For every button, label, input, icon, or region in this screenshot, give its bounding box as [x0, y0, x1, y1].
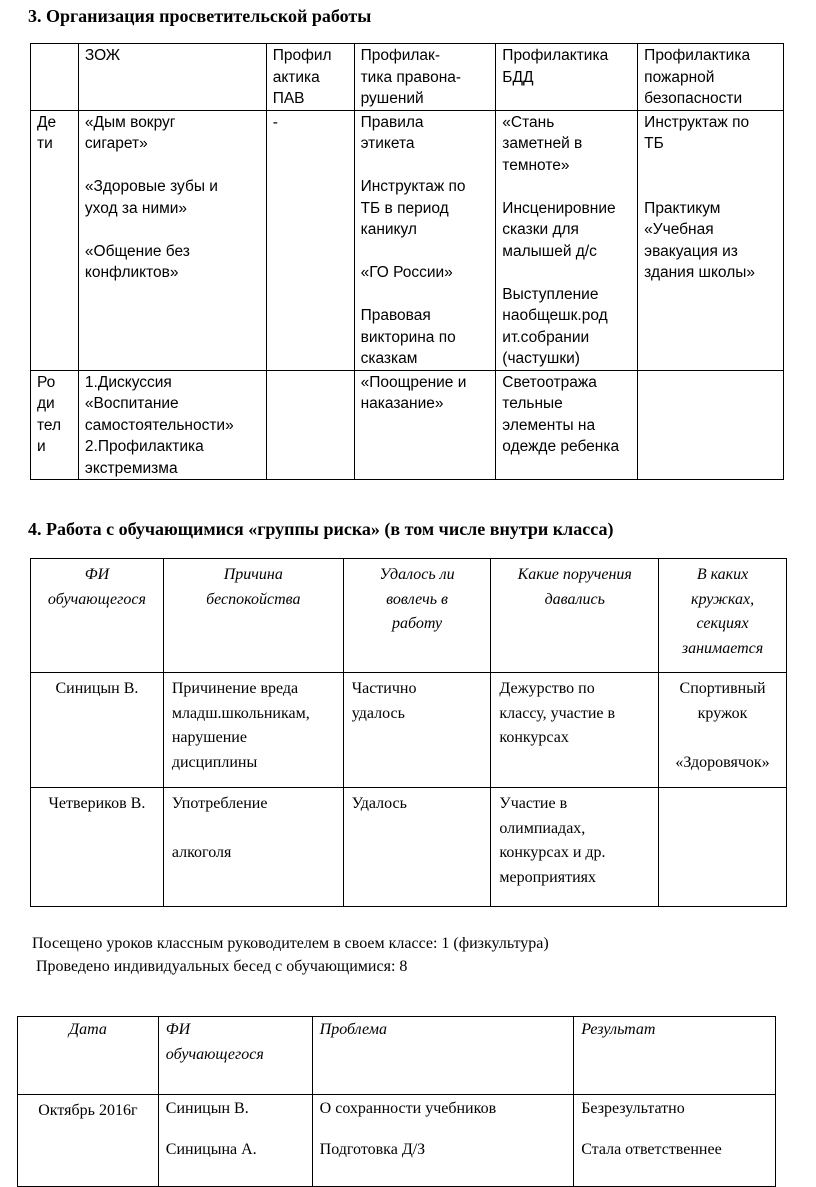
header-problem: Проблема: [312, 1017, 574, 1095]
section4-heading: 4. Работа с обучающимися «группы риска» (в том числе внутри класса): [28, 519, 614, 539]
header-student-name: ФИ обучающегося: [158, 1017, 312, 1095]
cell-pav: [266, 370, 354, 480]
cell-clubs: [659, 788, 787, 907]
header-cell-empty: [31, 44, 79, 111]
header-pav: Профил актика ПАВ: [266, 44, 354, 111]
row-label-parents: Ро ди тел и: [31, 370, 79, 480]
row-label-children: Де ти: [31, 110, 79, 370]
cell-assignments: Участие в олимпиадах, конкурсах и др. мероприятиях: [491, 788, 659, 907]
header-reason: Причина беспокойства: [163, 559, 343, 673]
header-involved: Удалось ли вовлечь в работу: [343, 559, 491, 673]
cell-zozh: «Дым вокруг сигарет» «Здоровые зубы и уход за ними» «Общение без конфликтов»: [78, 110, 266, 370]
cell-pav: -: [266, 110, 354, 370]
cell-student-name: Синицын В. Синицына А.: [158, 1095, 312, 1187]
cell-assignments: Дежурство по классу, участие в конкурсах: [491, 673, 659, 788]
cell-involved: Частично удалось: [343, 673, 491, 788]
cell-problem: О сохранности учебников Подготовка Д/З: [312, 1095, 574, 1187]
cell-reason: Употребление алкоголя: [163, 788, 343, 907]
cell-bdd: «Стань заметней в темноте» Инсценировние сказки для малышей д/с Выступление наобщешк.род ит.собрании (частушки): [496, 110, 638, 370]
cell-zozh: 1.Дискуссия «Воспитание самостоятельности» 2.Профилактика экстремизма: [78, 370, 266, 480]
table-row: [31, 788, 787, 907]
cell-fire: [638, 370, 784, 480]
header-date: Дата: [18, 1017, 159, 1095]
cell-clubs: Спортивный кружок «Здоровячок»: [659, 673, 787, 788]
cell-result: Безрезультатно Стала ответственнее: [574, 1095, 776, 1187]
table-header-row: [31, 44, 784, 111]
header-student-name: ФИ обучающегося: [31, 559, 164, 673]
header-bdd: Профилактика БДД: [496, 44, 638, 111]
lessons-visited-text: Посещено уроков классным руководителем в своем классе: 1 (физкультура): [32, 935, 549, 952]
cell-bdd: Светоотража тельные элементы на одежде ребенка: [496, 370, 638, 480]
table-header-row: [31, 559, 787, 673]
header-fire: Профилактика пожарной безопасности: [638, 44, 784, 111]
cell-date: Октябрь 2016г: [18, 1095, 159, 1187]
table-row: [31, 110, 784, 370]
header-result: Результат: [574, 1017, 776, 1095]
risk-group-table: [30, 558, 787, 907]
cell-fire: Инструктаж по ТБ Практикум «Учебная эвакуация из здания школы»: [638, 110, 784, 370]
cell-student-name: Синицын В.: [31, 673, 164, 788]
header-assignments: Какие поручения давались: [491, 559, 659, 673]
cell-reason: Причинение вреда младш.школьникам, нарушение дисциплины: [163, 673, 343, 788]
cell-offenses: «Поощрение и наказание»: [354, 370, 496, 480]
header-offenses: Профилак- тика правона- рушений: [354, 44, 496, 111]
education-work-table: [30, 43, 784, 480]
individual-talks-table: [17, 1016, 776, 1187]
table-row: [18, 1095, 776, 1187]
table-row: [31, 370, 784, 480]
table-row: [31, 673, 787, 788]
header-clubs: В каких кружках, секциях занимается: [659, 559, 787, 673]
individual-talks-text: Проведено индивидуальных бесед с обучающимися: 8: [32, 958, 408, 975]
cell-offenses: Правила этикета Инструктаж по ТБ в период каникул «ГО России» Правовая викторина по сказкам: [354, 110, 496, 370]
table-header-row: [18, 1017, 776, 1095]
cell-student-name: Четвериков В.: [31, 788, 164, 907]
header-zozh: ЗОЖ: [78, 44, 266, 111]
cell-involved: Удалось: [343, 788, 491, 907]
section3-heading: 3. Организация просветительской работы: [28, 6, 372, 26]
